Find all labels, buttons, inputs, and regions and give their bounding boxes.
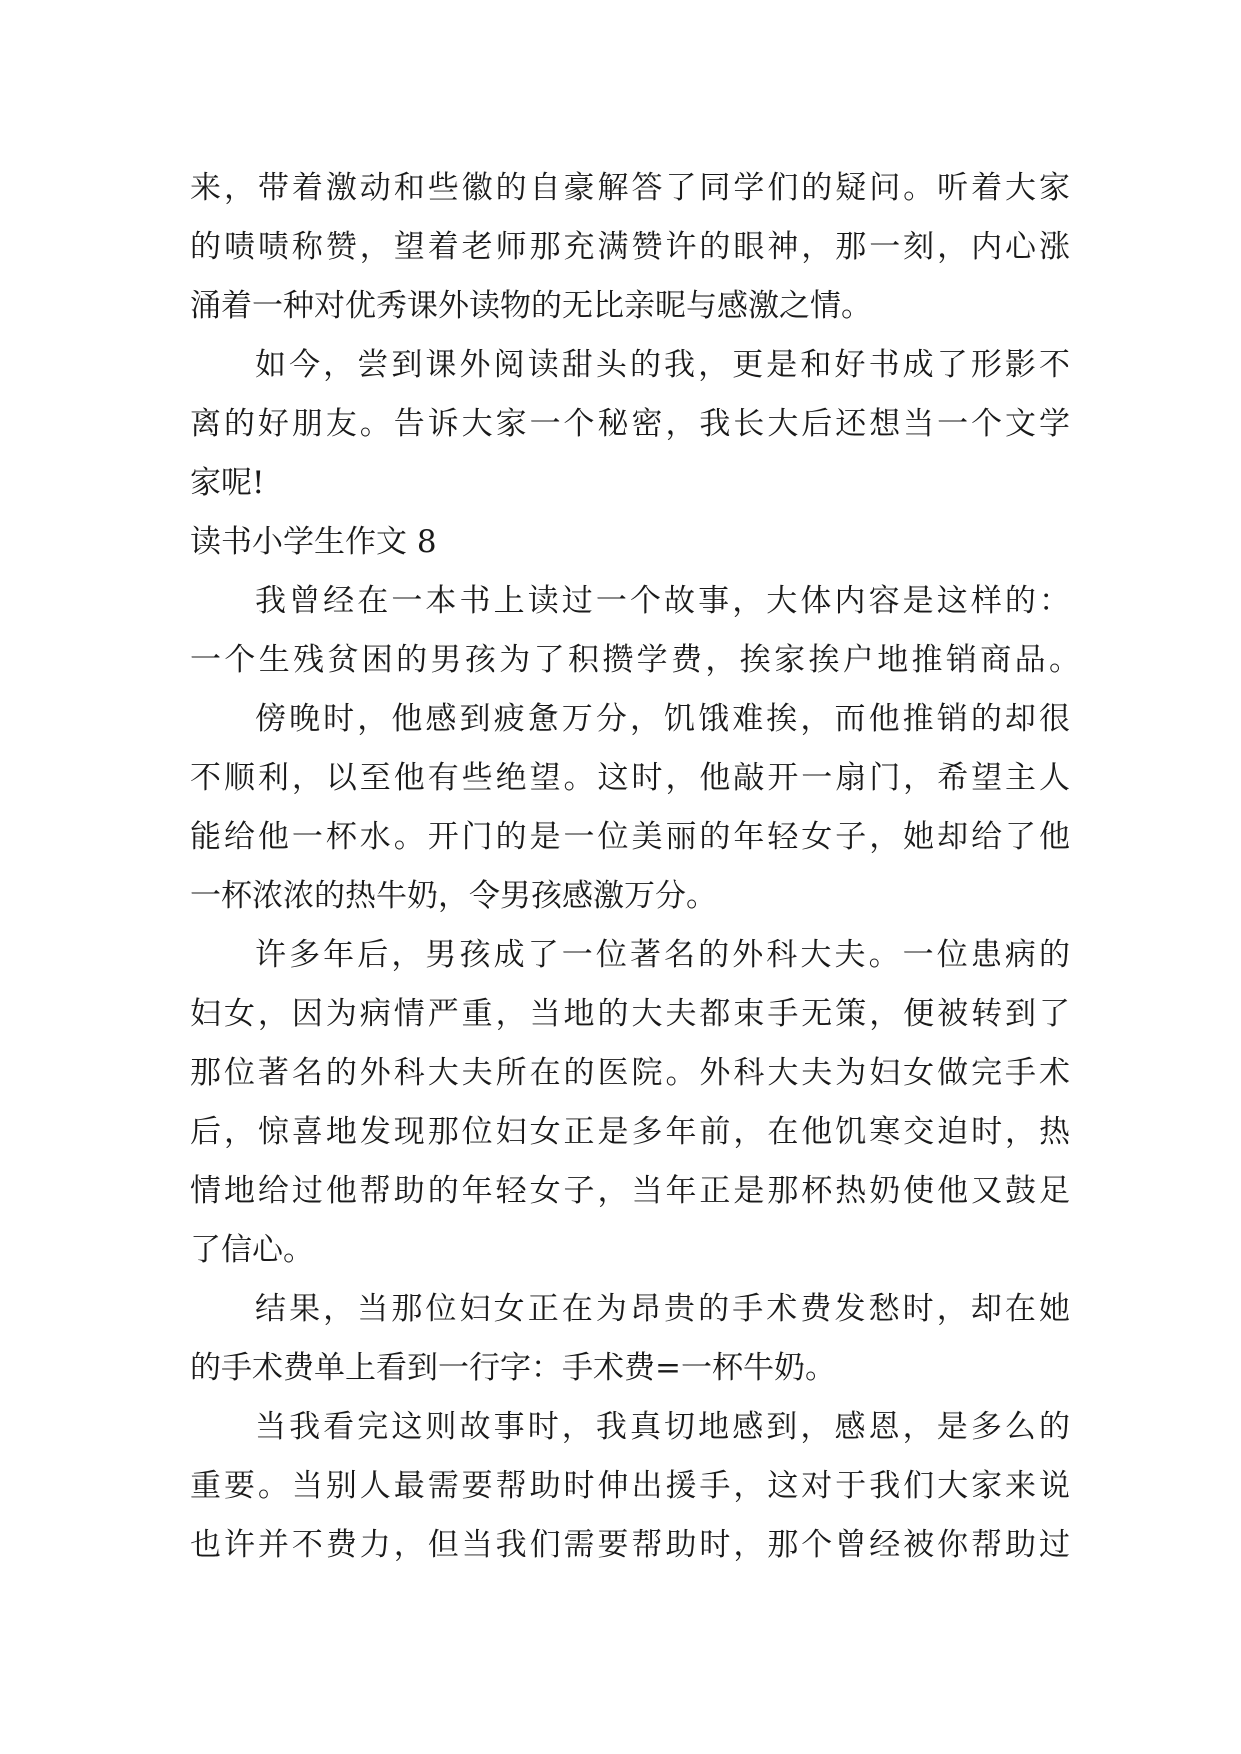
paragraph-first-line: 傍晚时，他感到疲惫万分，饥饿难挨，而他推销的却很 — [255, 701, 1070, 737]
text-line: 也许并不费力，但当我们需要帮助时，那个曾经被你帮助过 — [190, 1527, 1070, 1563]
text-line: 来，带着激动和些徽的自豪解答了同学们的疑问。听着大家 — [190, 170, 1070, 206]
text-line: 家呢! — [190, 465, 265, 501]
text-line: 情地给过他帮助的年轻女子，当年正是那杯热奶使他又鼓足 — [190, 1173, 1070, 1209]
paragraph-first-line: 如今，尝到课外阅读甜头的我，更是和好书成了形影不 — [255, 347, 1070, 383]
paragraph-first-line: 结果，当那位妇女正在为昂贵的手术费发愁时，却在她 — [255, 1291, 1070, 1327]
text-line: 一杯浓浓的热牛奶，令男孩感激万分。 — [190, 878, 717, 914]
text-line: 的手术费单上看到一行字：手术费=一杯牛奶。 — [190, 1350, 836, 1386]
paragraph-first-line: 许多年后，男孩成了一位著名的外科大夫。一位患病的 — [255, 937, 1070, 973]
text-line: 一个生残贫困的男孩为了积攒学费，挨家挨户地推销商品。 — [190, 642, 1080, 678]
text-line: 后，惊喜地发现那位妇女正是多年前，在他饥寒交迫时，热 — [190, 1114, 1070, 1150]
paragraph-first-line: 当我看完这则故事时，我真切地感到，感恩，是多么的 — [255, 1409, 1070, 1445]
text-line: 不顺利，以至他有些绝望。这时，他敲开一扇门，希望主人 — [190, 760, 1070, 796]
text-line: 了信心。 — [190, 1232, 314, 1268]
text-line: 那位著名的外科大夫所在的医院。外科大夫为妇女做完手术 — [190, 1055, 1070, 1091]
section-heading: 读书小学生作文 8 — [190, 524, 437, 560]
text-line: 离的好朋友。告诉大家一个秘密，我长大后还想当一个文学 — [190, 406, 1070, 442]
text-line: 能给他一杯水。开门的是一位美丽的年轻女子，她却给了他 — [190, 819, 1070, 855]
text-line: 的啧啧称赞，望着老师那充满赞许的眼神，那一刻，内心涨 — [190, 229, 1070, 265]
text-line: 涌着一种对优秀课外读物的无比亲昵与感激之情。 — [190, 288, 872, 324]
text-line: 重要。当别人最需要帮助时伸出援手，这对于我们大家来说 — [190, 1468, 1070, 1504]
text-line: 妇女，因为病情严重，当地的大夫都束手无策，便被转到了 — [190, 996, 1070, 1032]
paragraph-first-line: 我曾经在一本书上读过一个故事，大体内容是这样的： — [255, 583, 1070, 619]
